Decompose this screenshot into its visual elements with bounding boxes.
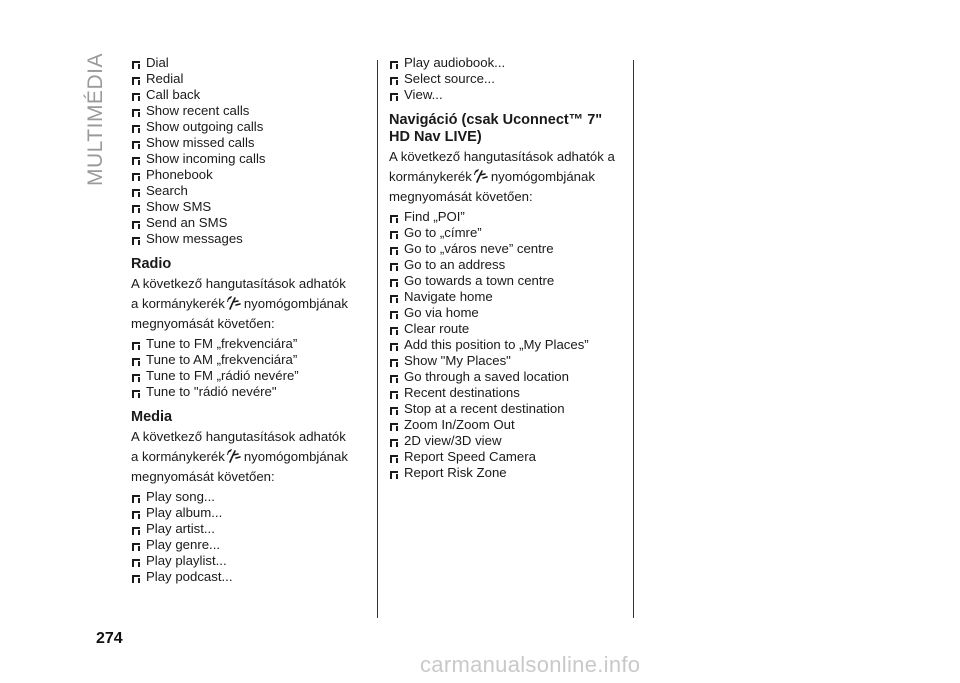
list-item-text: Recent destinations — [404, 385, 520, 400]
list-item — [131, 103, 356, 119]
list-item-text: Redial — [146, 71, 184, 86]
list-item-text: Report Speed Camera — [404, 449, 536, 464]
list-item — [389, 241, 624, 257]
section-title: MULTIMÉDIA — [84, 53, 107, 186]
phone-handset-icon — [131, 234, 141, 244]
phone-handset-icon — [389, 308, 399, 318]
phone-handset-icon — [131, 170, 141, 180]
list-item-text: Go through a saved location — [404, 369, 569, 384]
phone-handset-icon — [389, 260, 399, 270]
radio-command-list — [131, 336, 356, 400]
list-item-text: Go towards a town centre — [404, 273, 555, 288]
list-item — [131, 55, 356, 71]
list-item-text: Clear route — [404, 321, 470, 336]
list-item-text: Show incoming calls — [146, 151, 266, 166]
phone-handset-icon — [389, 388, 399, 398]
list-item-text: Call back — [146, 87, 201, 102]
list-item-text: Show missed calls — [146, 135, 255, 150]
list-item-text: Tune to FM „rádió nevére” — [146, 368, 299, 383]
list-item — [389, 87, 624, 103]
list-item — [389, 289, 624, 305]
navigation-intro: A következő hangutasítások adhatók a kormánykerék nyomógombjának megnyomását követően: — [389, 149, 615, 204]
phone-handset-icon — [131, 508, 141, 518]
list-item — [131, 231, 356, 247]
navigation-heading: Navigáció (csak Uconnect™ 7" HD Nav LIVE) — [389, 112, 603, 145]
list-item-text: Play podcast... — [146, 569, 233, 584]
phone-handset-icon — [131, 387, 141, 397]
list-item — [131, 87, 356, 103]
phone-handset-icon — [131, 202, 141, 212]
list-item — [389, 401, 624, 417]
list-item — [389, 257, 624, 273]
column-left — [131, 55, 356, 585]
list-item-text: Play album... — [146, 505, 223, 520]
phone-handset-icon — [131, 492, 141, 502]
phone-command-list — [131, 55, 356, 247]
list-item — [389, 71, 624, 87]
voice-hand-icon — [227, 449, 242, 464]
phone-handset-icon — [389, 372, 399, 382]
phone-handset-icon — [131, 58, 141, 68]
list-item-text: Go to an address — [404, 257, 506, 272]
column-divider — [377, 60, 378, 618]
phone-handset-icon — [389, 452, 399, 462]
phone-handset-icon — [131, 371, 141, 381]
list-item-text: Tune to FM „frekvenciára” — [146, 336, 298, 351]
phone-handset-icon — [389, 244, 399, 254]
phone-handset-icon — [131, 524, 141, 534]
phone-handset-icon — [389, 468, 399, 478]
list-item-text: Send an SMS — [146, 215, 228, 230]
list-item — [131, 352, 356, 368]
phone-handset-icon — [389, 340, 399, 350]
list-item — [131, 183, 356, 199]
list-item — [389, 209, 624, 225]
list-item — [131, 167, 356, 183]
phone-handset-icon — [389, 276, 399, 286]
list-item — [389, 55, 624, 71]
list-item — [389, 321, 624, 337]
list-item-text: Go to „címre” — [404, 225, 482, 240]
list-item-text: Show SMS — [146, 199, 212, 214]
list-item — [131, 569, 356, 585]
radio-intro: A következő hangutasítások adhatók a kormánykerék nyomógombjának megnyomását követően: — [131, 276, 348, 331]
list-item — [131, 215, 356, 231]
voice-hand-icon — [474, 169, 489, 184]
list-item-text: Tune to "rádió nevére" — [146, 384, 277, 399]
media-heading: Media — [131, 409, 173, 425]
list-item — [131, 521, 356, 537]
list-item-text: Navigate home — [404, 289, 493, 304]
phone-handset-icon — [131, 122, 141, 132]
list-item-text: Phonebook — [146, 167, 213, 182]
media-command-list — [131, 489, 356, 585]
column-divider — [633, 60, 634, 618]
list-item-text: Show messages — [146, 231, 243, 246]
list-item-text: 2D view/3D view — [404, 433, 502, 448]
phone-handset-icon — [389, 212, 399, 222]
phone-handset-icon — [131, 355, 141, 365]
phone-handset-icon — [131, 186, 141, 196]
list-item-text: View... — [404, 87, 443, 102]
list-item-text: Play genre... — [146, 537, 221, 552]
list-item — [389, 433, 624, 449]
phone-handset-icon — [131, 106, 141, 116]
list-item-text: Search — [146, 183, 188, 198]
list-item — [389, 225, 624, 241]
list-item-text: Play playlist... — [146, 553, 227, 568]
list-item-text: Stop at a recent destination — [404, 401, 565, 416]
phone-handset-icon — [131, 339, 141, 349]
list-item — [131, 553, 356, 569]
list-item-text: Add this position to „My Places” — [404, 337, 589, 352]
phone-handset-icon — [389, 436, 399, 446]
list-item — [131, 537, 356, 553]
voice-hand-icon — [227, 296, 242, 311]
page-number: 274 — [96, 630, 123, 647]
list-item-text: Play artist... — [146, 521, 215, 536]
list-item — [131, 384, 356, 400]
phone-handset-icon — [131, 154, 141, 164]
phone-handset-icon — [389, 356, 399, 366]
list-item-text: Play song... — [146, 489, 215, 504]
phone-handset-icon — [389, 74, 399, 84]
phone-handset-icon — [389, 420, 399, 430]
list-item-text: Go via home — [404, 305, 479, 320]
media-intro: A következő hangutasítások adhatók a kormánykerék nyomógombjának megnyomását követően: — [131, 429, 348, 484]
list-item — [389, 449, 624, 465]
list-item-text: Dial — [146, 55, 169, 70]
phone-handset-icon — [389, 228, 399, 238]
media-command-list-continued — [389, 55, 624, 103]
list-item — [131, 505, 356, 521]
list-item — [131, 336, 356, 352]
list-item-text: Play audiobook... — [404, 55, 506, 70]
list-item — [131, 151, 356, 167]
phone-handset-icon — [389, 292, 399, 302]
list-item — [389, 385, 624, 401]
phone-handset-icon — [389, 324, 399, 334]
navigation-command-list — [389, 209, 624, 481]
list-item-text: Select source... — [404, 71, 495, 86]
column-right — [389, 55, 624, 481]
phone-handset-icon — [131, 540, 141, 550]
list-item-text: Show "My Places" — [404, 353, 511, 368]
list-item — [389, 465, 624, 481]
list-item — [131, 489, 356, 505]
list-item — [131, 119, 356, 135]
list-item-text: Report Risk Zone — [404, 465, 507, 480]
list-item-text: Find „POI” — [404, 209, 465, 224]
list-item-text: Show outgoing calls — [146, 119, 264, 134]
phone-handset-icon — [131, 572, 141, 582]
list-item — [389, 305, 624, 321]
list-item-text: Go to „város neve” centre — [404, 241, 554, 256]
list-item-text: Tune to AM „frekvenciára” — [146, 352, 298, 367]
radio-heading: Radio — [131, 256, 172, 272]
phone-handset-icon — [389, 90, 399, 100]
phone-handset-icon — [131, 556, 141, 566]
list-item-text: Show recent calls — [146, 103, 250, 118]
phone-handset-icon — [389, 58, 399, 68]
list-item — [389, 417, 624, 433]
list-item — [131, 71, 356, 87]
list-item — [389, 273, 624, 289]
watermark: carmanualsonline.info — [420, 652, 641, 677]
list-item — [389, 369, 624, 385]
list-item-text: Zoom In/Zoom Out — [404, 417, 515, 432]
phone-handset-icon — [131, 218, 141, 228]
phone-handset-icon — [131, 90, 141, 100]
list-item — [131, 199, 356, 215]
list-item — [131, 135, 356, 151]
phone-handset-icon — [389, 404, 399, 414]
phone-handset-icon — [131, 74, 141, 84]
list-item — [131, 368, 356, 384]
phone-handset-icon — [131, 138, 141, 148]
list-item — [389, 337, 624, 353]
list-item — [389, 353, 624, 369]
